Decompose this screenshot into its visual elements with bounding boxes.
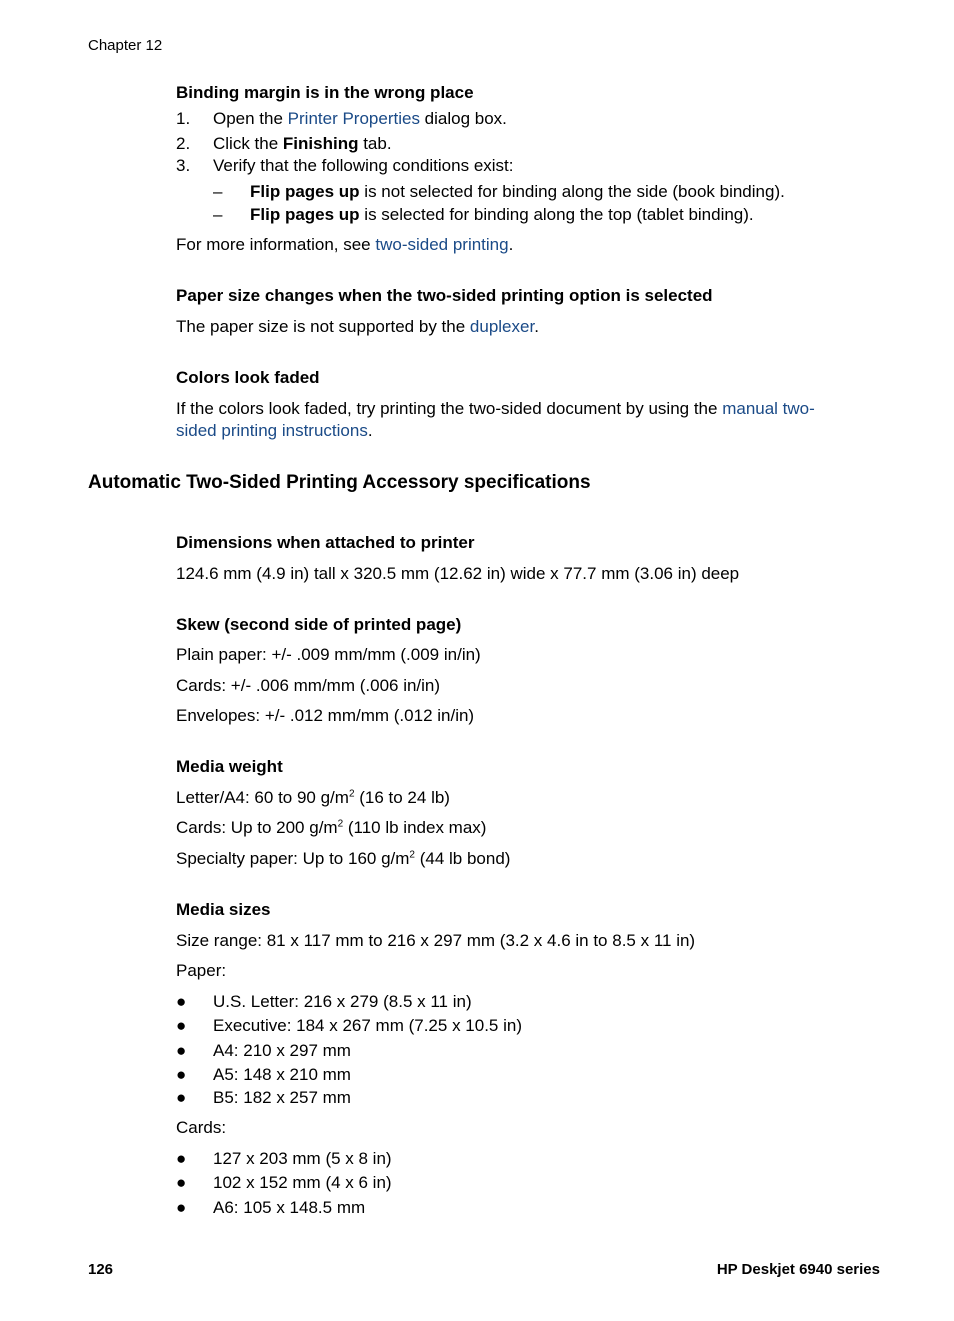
sub-2-text: Flip pages up is selected for binding along the top (tablet binding). (250, 205, 754, 224)
product-name: HP Deskjet 6940 series (716, 1261, 880, 1278)
binding-heading: Binding margin is in the wrong place (176, 83, 474, 102)
chapter-header: Chapter 12 (88, 37, 163, 54)
media-sizes-heading: Media sizes (176, 900, 271, 919)
paper-item-a4: A4: 210 x 297 mm (213, 1041, 351, 1060)
dimensions-text: 124.6 mm (4.9 in) tall x 320.5 mm (12.62 in) wide x 77.7 mm (3.06 in) deep (176, 564, 740, 583)
step-3-text: Verify that the following conditions exist: (213, 156, 514, 175)
specs-heading: Automatic Two-Sided Printing Accessory specifications (88, 472, 591, 493)
cards-label: Cards: (176, 1118, 227, 1137)
step-1-number: 1. (176, 109, 191, 128)
weight-letter: Letter/A4: 60 to 90 $g/m^2$ (16 to 24 lb) (176, 788, 450, 807)
manual-two-sided-link-part2[interactable]: sided printing instructions (176, 421, 368, 440)
colors-faded-line-2: sided printing instructions. (176, 421, 373, 440)
weight-specialty: Specialty paper: Up to 160 $g/m^2$ (44 lb bond) (176, 849, 511, 868)
sub-2-dash: – (213, 205, 223, 224)
size-range: Size range: 81 x 117 mm to 216 x 297 mm (3.2 x 4.6 in to 8.5 x 11 in) (176, 931, 696, 950)
colors-faded-heading: Colors look faded (176, 368, 320, 387)
card-item-a6: A6: 105 x 148.5 mm (213, 1198, 366, 1217)
step-2-text: Click the Finishing tab. (213, 134, 392, 153)
bullet-icon: ● (176, 1173, 187, 1192)
two-sided-printing-link[interactable]: two-sided printing (375, 235, 509, 254)
bullet-icon: ● (176, 1016, 187, 1035)
dimensions-heading: Dimensions when attached to printer (176, 533, 475, 552)
skew-heading: Skew (second side of printed page) (176, 615, 462, 634)
duplexer-link[interactable]: duplexer (469, 317, 535, 336)
bullet-icon: ● (176, 1198, 187, 1217)
skew-cards: Cards: +/- .006 mm/mm (.006 in/in) (176, 676, 441, 695)
bullet-icon: ● (176, 992, 187, 1011)
paper-item-b5: B5: 182 x 257 mm (213, 1088, 351, 1107)
paper-label: Paper: (176, 961, 227, 980)
skew-envelopes: Envelopes: +/- .012 mm/mm (.012 in/in) (176, 706, 475, 725)
printer-properties-link[interactable]: Printer Properties (287, 109, 420, 128)
bullet-icon: ● (176, 1041, 187, 1060)
step-1-text: Open the Printer Properties dialog box. (213, 109, 507, 128)
colors-faded-line-1: If the colors look faded, try printing the two-sided document by using the manual two- (176, 399, 815, 418)
paper-item-letter: U.S. Letter: 216 x 279 (8.5 x 11 in) (213, 992, 472, 1011)
paper-size-heading: Paper size changes when the two-sided printing option is selected (176, 286, 713, 305)
step-2-number: 2. (176, 134, 191, 153)
card-item-4x6: 102 x 152 mm (4 x 6 in) (213, 1173, 392, 1192)
page-number: 126 (88, 1261, 114, 1278)
weight-cards: Cards: Up to 200 $g/m^2$ (110 lb index max) (176, 818, 487, 837)
card-item-5x8: 127 x 203 mm (5 x 8 in) (213, 1149, 392, 1168)
media-weight-heading: Media weight (176, 757, 283, 776)
paper-size-text: The paper size is not supported by the duplexer. (176, 317, 539, 336)
skew-plain-paper: Plain paper: +/- .009 mm/mm (.009 in/in) (176, 645, 481, 664)
more-info-text: For more information, see two-sided printing. (176, 235, 514, 254)
bullet-icon: ● (176, 1088, 187, 1107)
sub-1-dash: – (213, 182, 223, 201)
bullet-icon: ● (176, 1149, 187, 1168)
bullet-icon: ● (176, 1065, 187, 1084)
paper-item-a5: A5: 148 x 210 mm (213, 1065, 351, 1084)
sub-1-text: Flip pages up is not selected for binding along the side (book binding). (250, 182, 785, 201)
manual-two-sided-link-part1[interactable]: manual two- (722, 399, 815, 418)
step-3-number: 3. (176, 156, 191, 175)
paper-item-executive: Executive: 184 x 267 mm (7.25 x 10.5 in) (213, 1016, 522, 1035)
